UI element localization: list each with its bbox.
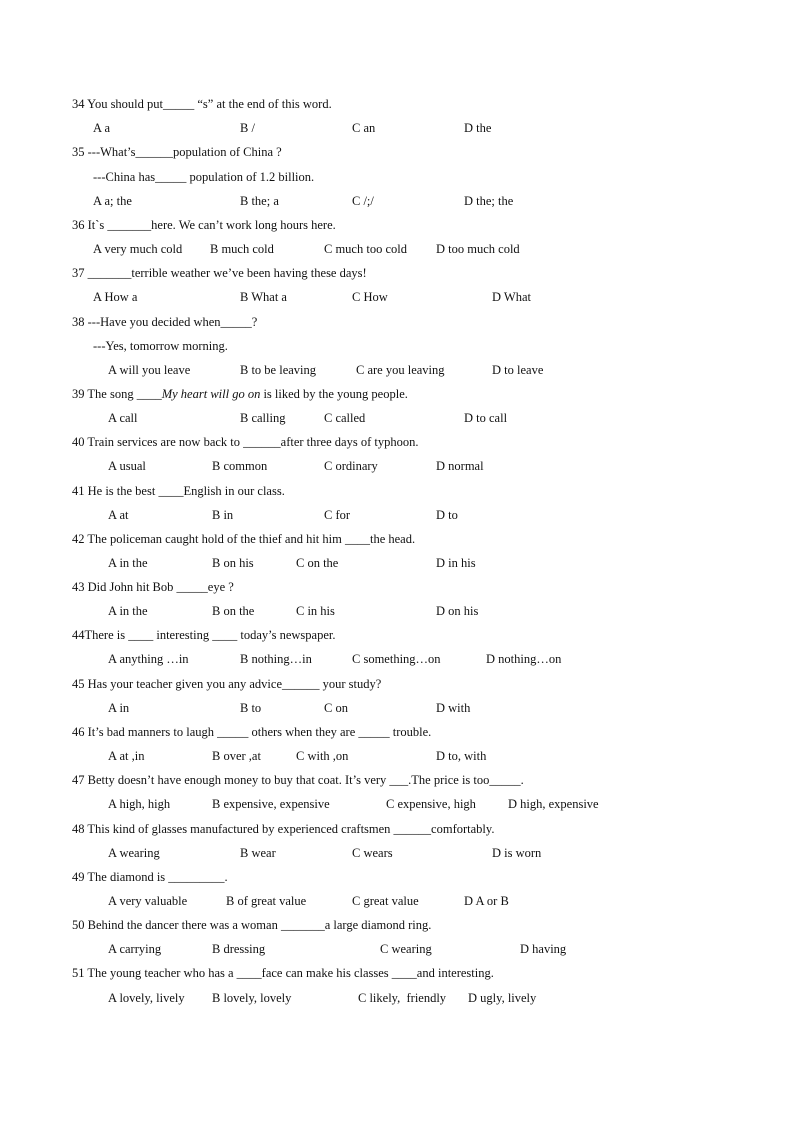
option-c: C on the [296,556,339,570]
option-c: C an [352,121,376,135]
option-b: B What a [240,290,287,304]
question-34 [72,96,332,112]
question-50 [72,917,431,933]
option-d: D too much cold [436,242,520,256]
option-b: B on the [212,604,255,618]
option-d: D with [436,701,471,715]
option-d: D to, with [436,749,487,763]
question-48 [72,821,494,837]
question-stem-line2: ---Yes, tomorrow morning. [93,339,228,353]
option-c: C great value [352,894,419,908]
option-a: A lovely, lively [108,991,185,1005]
option-b: B dressing [212,942,266,956]
question-number: 45 [72,677,85,691]
question-number: 49 [72,870,85,884]
question-43 [72,579,234,595]
option-b: B calling [240,411,286,425]
question-stem-line2: ---China has_____ population of 1.2 billion. [93,170,315,184]
question-35 [72,144,282,160]
question-number: 37 [72,266,85,280]
question-number: 43 [72,580,85,594]
question-49 [72,869,228,885]
question-stem: This kind of glasses manufactured by experienced craftsmen ______comfortably. [87,822,495,836]
option-c: C ordinary [324,459,378,473]
question-stem: There is ____ interesting ____ today’s newspaper. [84,628,336,642]
option-a: A at [108,508,129,522]
option-d: D A or B [464,894,509,908]
question-number: 47 [72,773,85,787]
option-a: A in the [108,604,148,618]
option-b: B expensive, expensive [212,797,330,811]
option-c: C likely, friendly [358,991,447,1005]
option-c: C wearing [380,942,432,956]
question-stem-end: is liked by the young people. [260,387,408,401]
option-a: A usual [108,459,146,473]
question-stem: ---What’s______population of China ? [87,145,282,159]
option-a: A call [108,411,138,425]
option-a: A will you leave [108,363,191,377]
option-d: D is worn [492,846,542,860]
option-d: D in his [436,556,476,570]
question-stem: The young teacher who has a ____face can make his classes ____and interesting. [87,966,494,980]
option-b: B / [240,121,255,135]
question-number: 44 [72,628,85,642]
question-45 [72,676,381,692]
option-d: D normal [436,459,484,473]
option-b: B in [212,508,234,522]
option-a: A at ,in [108,749,145,763]
question-number: 38 [72,315,85,329]
question-stem: The diamond is _________. [87,870,228,884]
question-stem: He is the best ____English in our class. [87,484,285,498]
option-c: C for [324,508,351,522]
question-38 [72,314,257,330]
question-number: 41 [72,484,85,498]
option-d: D What [492,290,531,304]
option-c: C wears [352,846,393,860]
option-b: B to be leaving [240,363,317,377]
option-a: A How a [93,290,138,304]
question-stem: The policeman caught hold of the thief and hit him ____the head. [87,532,416,546]
option-d: D nothing…on [486,652,562,666]
question-stem: You should put_____ “s” at the end of this word. [87,97,332,111]
option-a: A wearing [108,846,160,860]
option-b: B lovely, lovely [212,991,292,1005]
option-d: D having [520,942,567,956]
option-d: D the [464,121,492,135]
question-46 [72,724,431,740]
option-b: B to [240,701,262,715]
song-title: My heart will go on [161,387,261,401]
option-a: A anything …in [108,652,189,666]
option-b: B nothing…in [240,652,312,666]
question-41 [72,483,285,499]
question-number: 35 [72,145,85,159]
option-d: D to call [464,411,508,425]
question-39 [72,386,408,402]
question-number: 34 [72,97,85,111]
option-c: C much too cold [324,242,407,256]
option-a: A very much cold [93,242,183,256]
option-c: C How [352,290,388,304]
question-number: 50 [72,918,85,932]
question-stem: Has your teacher given you any advice______ your study? [87,677,382,691]
option-b: B much cold [210,242,274,256]
question-42 [72,531,415,547]
question-number: 48 [72,822,85,836]
option-d: D high, expensive [508,797,599,811]
option-c: C something…on [352,652,441,666]
option-b: B common [212,459,268,473]
question-40 [72,434,418,450]
question-stem: Train services are now back to ______after three days of typhoon. [87,435,419,449]
question-number: 36 [72,218,85,232]
question-44 [72,627,336,643]
option-d: D the; the [464,194,514,208]
question-stem: _______terrible weather we’ve been having these days! [87,266,367,280]
option-c: C with ,on [296,749,349,763]
option-c: C on [324,701,348,715]
option-b: B on his [212,556,254,570]
question-36 [72,217,336,233]
option-a: A a [93,121,111,135]
option-b: B over ,at [212,749,261,763]
question-number: 39 [72,387,85,401]
option-c: C are you leaving [356,363,445,377]
question-stem: It’s bad manners to laugh _____ others when they are _____ trouble. [87,725,432,739]
option-a: A in [108,701,130,715]
option-a: A carrying [108,942,162,956]
question-number: 51 [72,966,85,980]
option-d: D to leave [492,363,544,377]
option-d: D on his [436,604,479,618]
option-c: C called [324,411,366,425]
question-stem: Betty doesn’t have enough money to buy that coat. It’s very ___.The price is too_____. [87,773,524,787]
question-51 [72,965,494,981]
question-number: 46 [72,725,85,739]
option-d: D ugly, lively [468,991,537,1005]
option-b: B of great value [226,894,307,908]
option-b: B the; a [240,194,279,208]
option-a: A high, high [108,797,171,811]
question-47 [72,772,524,788]
question-number: 42 [72,532,85,546]
option-a: A very valuable [108,894,188,908]
question-stem: Did John hit Bob _____eye ? [87,580,234,594]
question-stem: Behind the dancer there was a woman _______a large diamond ring. [87,918,432,932]
option-a: A a; the [93,194,132,208]
question-37 [72,265,367,281]
option-a: A in the [108,556,148,570]
option-c: C /;/ [352,194,374,208]
question-stem: ---Have you decided when_____? [87,315,258,329]
option-c: C in his [296,604,335,618]
question-number: 40 [72,435,85,449]
option-d: D to [436,508,458,522]
question-stem: It`s _______here. We can’t work long hours here. [87,218,336,232]
option-c: C expensive, high [386,797,476,811]
question-stem: The song ____ [87,387,162,401]
option-b: B wear [240,846,276,860]
